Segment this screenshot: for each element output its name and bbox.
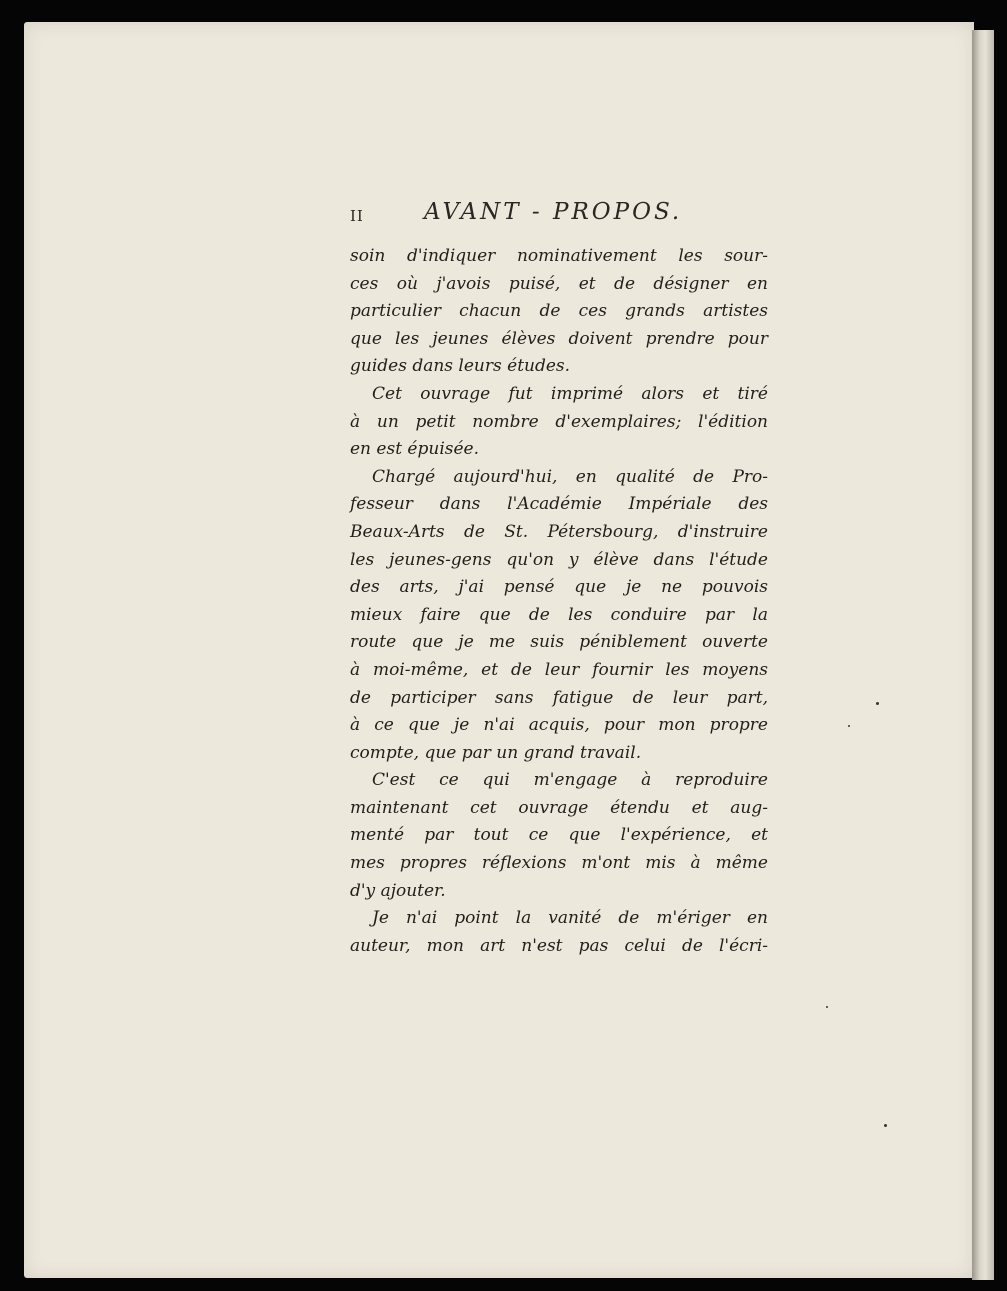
text-line: particulier chacun de ces grands artistes (350, 301, 768, 322)
text-line: C'est ce qui m'engage à reproduire (372, 770, 768, 791)
text-line: des arts, j'ai pensé que je ne pouvois (350, 577, 768, 598)
paper-speck (848, 725, 850, 727)
text-line: auteur, mon art n'est pas celui de l'écri- (350, 935, 768, 956)
text-line: que les jeunes élèves doivent prendre pour (350, 328, 768, 349)
text-line: Beaux-Arts de St. Pétersbourg, d'instruire (350, 521, 768, 542)
text-line: fesseur dans l'Académie Impériale des (350, 494, 768, 515)
text-line: à un petit nombre d'exemplaires; l'édition (350, 411, 768, 432)
text-line: en est épuisée. (350, 439, 480, 460)
text-line: à moi-même, et de leur fournir les moyens (350, 659, 768, 680)
text-line: route que je me suis péniblement ouverte (350, 632, 768, 653)
text-line: mieux faire que de les conduire par la (350, 604, 768, 625)
paper-speck (876, 702, 879, 705)
page-number: II (350, 207, 364, 225)
text-line: à ce que je n'ai acquis, pour mon propre (350, 715, 768, 736)
text-line: menté par tout ce que l'expérience, et (350, 825, 768, 846)
text-line: les jeunes-gens qu'on y élève dans l'étude (350, 549, 768, 570)
body-text (350, 243, 768, 960)
paper-speck (884, 1124, 887, 1127)
text-line: soin d'indiquer nominativement les sour- (350, 246, 768, 266)
text-line: maintenant cet ouvrage étendu et aug- (350, 797, 768, 818)
page-edge (972, 30, 994, 1280)
text-line: mes propres réflexions m'ont mis à même (350, 853, 768, 874)
text-line: de participer sans fatigue de leur part, (350, 687, 768, 708)
text-line: Chargé aujourd'hui, en qualité de Pro- (372, 466, 768, 487)
text-line: Cet ouvrage fut imprimé alors et tiré (372, 383, 768, 404)
page-header (350, 197, 780, 237)
paper-speck (826, 1006, 828, 1008)
text-line: Je n'ai point la vanité de m'ériger en (372, 908, 768, 929)
running-title: AVANT - PROPOS. (424, 199, 683, 225)
text-line: compte, que par un grand travail. (350, 742, 642, 763)
text-line: guides dans leurs études. (350, 356, 571, 377)
text-line: ces où j'avois puisé, et de désigner en (350, 273, 768, 294)
text-line: d'y ajouter. (350, 880, 446, 901)
